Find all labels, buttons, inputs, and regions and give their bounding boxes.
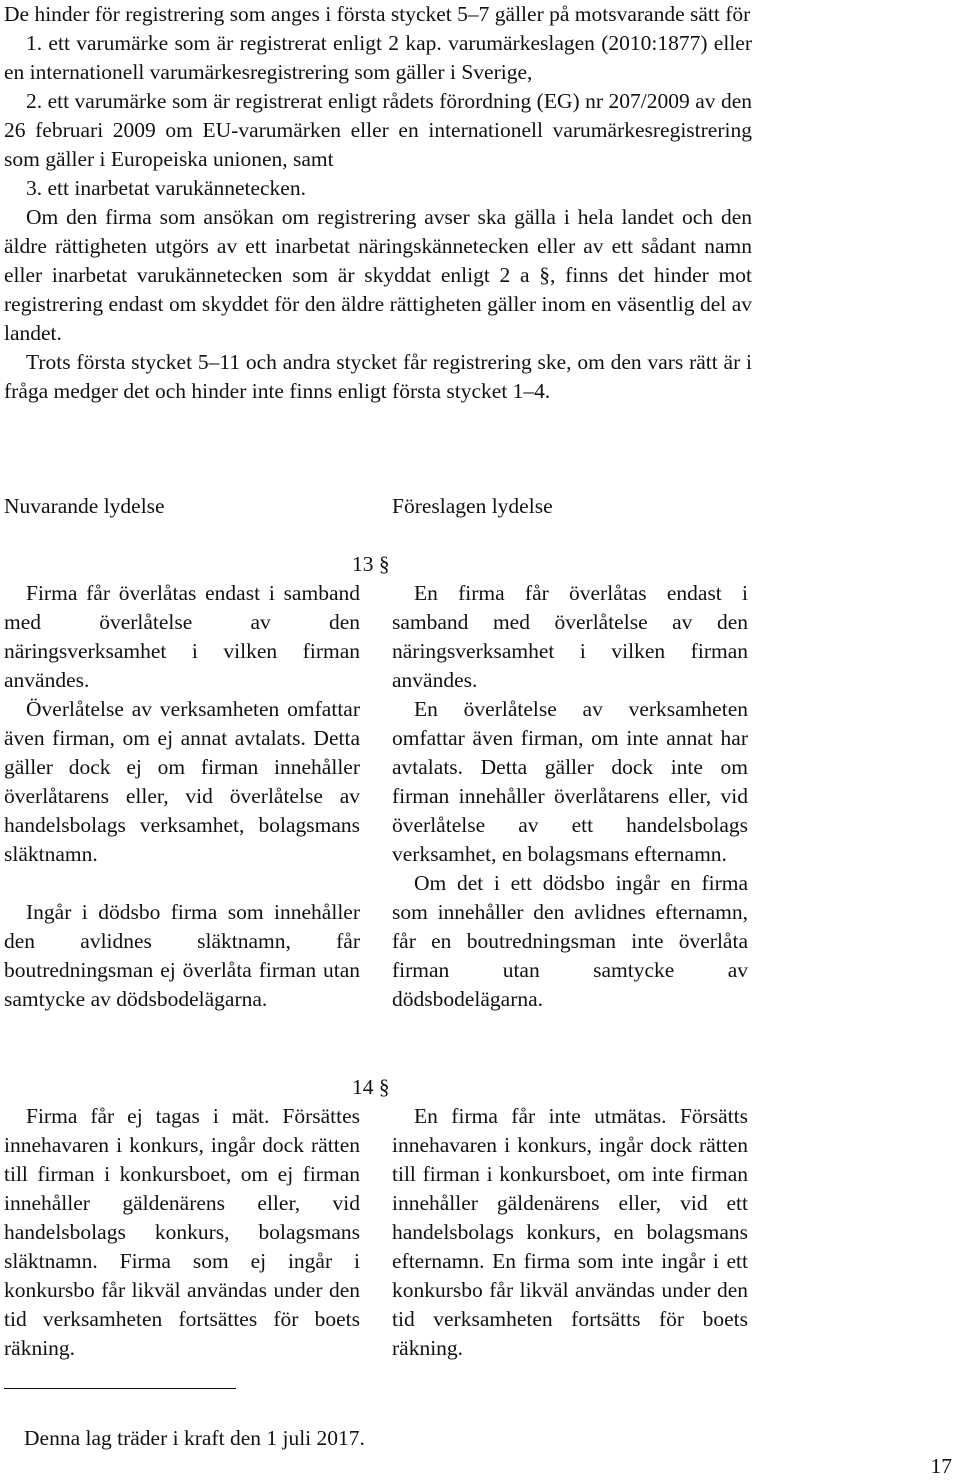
header-current-wording: Nuvarande lydelse — [4, 494, 165, 518]
paragraph: De hinder för registrering som anges i första stycket 5–7 gäller på motsvarande sätt för — [4, 2, 751, 26]
statute-text-top — [4, 0, 752, 406]
section-13-current — [4, 579, 360, 1014]
list-item: 3. ett inarbetat varukännetecken. — [26, 176, 306, 200]
list-item: 2. ett varumärke som är registrerat enligt rådets förordning (EG) nr 207/2009 av den 26 februari 2009 om EU-varumärken eller en internationell varumärkesregistrering som gäller i Europeiska unionen, samt — [4, 89, 752, 171]
paragraph: Trots första stycket 5–11 och andra stycket får registrering ske, om den vars rätt är i fråga medger det och hinder inte finns enligt första stycket 1–4. — [4, 350, 752, 403]
paragraph: Firma får överlåtas endast i samband med överlåtelse av den näringsverksamhet i vilken firman användes. — [4, 581, 360, 692]
paragraph: Firma får ej tagas i mät. Försättes innehavaren i konkurs, ingår dock rätten till firman i konkursboet, om ej firman innehåller gäldenärens eller, vid handelsbolags konkurs, bolagsmans släktnamn. Firma som ej ingår i konkursbo får likväl användas under den tid verksamheten fortsättes för boets räkning. — [4, 1104, 360, 1360]
paragraph: Om den firma som ansökan om registrering avser ska gälla i hela landet och den äldre rättigheten utgörs av ett inarbetat näringskännetecken eller av ett sådant namn eller inarbetat varukännetecken som är skyddat enligt 2 a §, finns det hinder mot registrering endast om skyddet för den äldre rättigheten gäller inom en väsentlig del av landet. — [4, 205, 752, 345]
paragraph: En överlåtelse av verksamheten omfattar även firman, om inte annat har avtalats. Detta gäller dock inte om firman innehåller överlåtarens eller, vid överlåtelse av ett handelsbolags verksamhet, en bolagsmans efternamn. — [392, 697, 748, 866]
entry-into-force-note: Denna lag träder i kraft den 1 juli 2017. — [24, 1426, 365, 1450]
paragraph: En firma får inte utmätas. Försätts innehavaren i konkurs, ingår dock rätten till firman i konkursboet, om inte firman innehåller gäldenärens eller, vid ett handelsbolags konkurs, en bolagsmans efternamn. En firma som inte ingår i ett konkursbo får likväl användas under den tid verksamheten fortsätts för boets räkning. — [392, 1104, 748, 1360]
section-14-proposed — [392, 1102, 748, 1363]
paragraph: Överlåtelse av verksamheten omfattar även firman, om ej annat avtalats. Detta gäller dock ej om firman innehåller överlåtarens eller, vid överlåtelse av handelsbolags verksamhet, bolagsmans släktnamn. — [4, 697, 360, 866]
paragraph: En firma får överlåtas endast i samband med överlåtelse av den näringsverksamhet i vilken firman användes. — [392, 581, 748, 692]
header-proposed-wording: Föreslagen lydelse — [392, 494, 553, 518]
section-label-14: 14 § — [352, 1075, 390, 1099]
section-label-13: 13 § — [352, 552, 390, 576]
paragraph: Ingår i dödsbo firma som innehåller den avlidnes släktnamn, får boutredningsman ej överlåta firman utan samtycke av dödsbodelägarna. — [4, 900, 360, 1011]
section-14-current — [4, 1102, 360, 1363]
page-number: 17 — [930, 1454, 952, 1478]
section-13-proposed — [392, 579, 748, 1014]
list-item: 1. ett varumärke som är registrerat enligt 2 kap. varumärkeslagen (2010:1877) eller en internationell varumärkesregistrering som gäller i Sverige, — [4, 31, 752, 84]
paragraph: Om det i ett dödsbo ingår en firma som innehåller den avlidnes efternamn, får en boutredningsman inte överlåta firman utan samtycke av dödsbodelägarna. — [392, 871, 748, 1011]
footnote-divider — [4, 1388, 236, 1389]
